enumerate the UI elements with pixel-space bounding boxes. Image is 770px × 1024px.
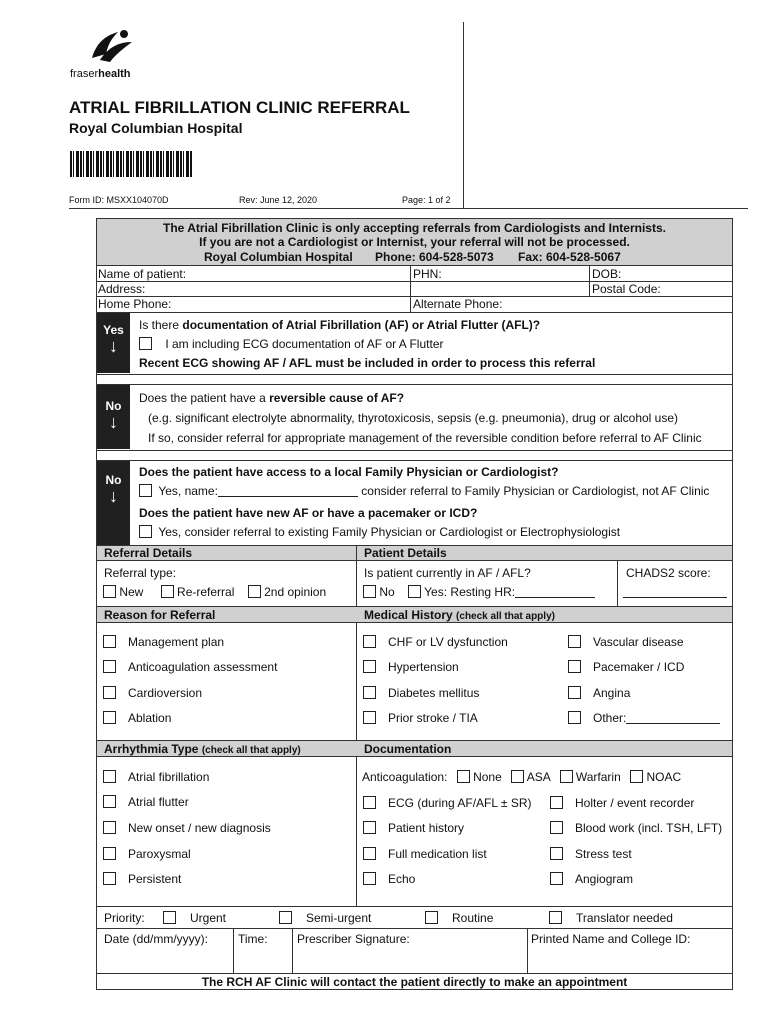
documentation-item[interactable]: ECG (during AF/AFL ± SR)	[363, 796, 532, 810]
af-yes-checkbox[interactable]	[408, 585, 421, 598]
patient-history-checkbox[interactable]	[363, 821, 376, 834]
resting-hr-field[interactable]	[515, 586, 595, 598]
priority-label: Priority:	[104, 911, 145, 925]
hospital-subtitle: Royal Columbian Hospital	[69, 120, 243, 136]
ablation-checkbox[interactable]	[103, 711, 116, 724]
history-item[interactable]: Other:	[568, 711, 720, 725]
history-item[interactable]: Diabetes mellitus	[363, 686, 479, 700]
history-item[interactable]: Pacemaker / ICD	[568, 660, 684, 674]
stress-test-checkbox[interactable]	[550, 847, 563, 860]
dob-label[interactable]: DOB:	[592, 267, 622, 281]
logo-text-light: fraser	[70, 68, 99, 80]
history-item[interactable]: CHF or LV dysfunction	[363, 635, 508, 649]
other-history-checkbox[interactable]	[568, 711, 581, 724]
history-item[interactable]: Angina	[568, 686, 630, 700]
documentation-item[interactable]: Angiogram	[550, 872, 633, 886]
arrhythmia-header: Arrhythmia Type (check all that apply)	[104, 742, 301, 756]
address-label[interactable]: Address:	[98, 282, 146, 296]
date-field-label[interactable]: Date (dd/mm/yyyy):	[104, 932, 209, 946]
chf-checkbox[interactable]	[363, 635, 376, 648]
urgent-checkbox[interactable]	[163, 911, 176, 924]
af-status-options[interactable]: No Yes: Resting HR:	[363, 585, 595, 599]
angiogram-checkbox[interactable]	[550, 872, 563, 885]
footer-note: The RCH AF Clinic will contact the patient directly to make an appointment	[201, 975, 628, 989]
medical-history-header: Medical History (check all that apply)	[364, 608, 555, 622]
persistent-checkbox[interactable]	[103, 872, 116, 885]
arrhythmia-item[interactable]: Paroxysmal	[103, 847, 191, 861]
time-field-label[interactable]: Time:	[238, 932, 268, 946]
reason-header: Reason for Referral	[104, 608, 216, 622]
reason-item[interactable]: Cardioversion	[103, 686, 202, 700]
no-indicator-reversible: No ↓	[97, 385, 130, 449]
af-status-label: Is patient currently in AF / AFL?	[364, 566, 531, 580]
anticoag-warfarin-checkbox[interactable]	[560, 770, 573, 783]
re-referral-checkbox[interactable]	[161, 585, 174, 598]
anticoag-asa-checkbox[interactable]	[511, 770, 524, 783]
documentation-item[interactable]: Blood work (incl. TSH, LFT)	[550, 821, 722, 835]
management-plan-checkbox[interactable]	[103, 635, 116, 648]
documentation-item[interactable]: Stress test	[550, 847, 632, 861]
anticoagulation-assessment-checkbox[interactable]	[103, 660, 116, 673]
q3-question-2: Does the patient have new AF or have a pacemaker or ICD?	[139, 506, 478, 520]
atrial-flutter-checkbox[interactable]	[103, 795, 116, 808]
patient-details-header: Patient Details	[364, 546, 447, 560]
q2-question: Does the patient have a reversible cause of AF?	[139, 391, 405, 405]
form-page: Page: 1 of 2	[402, 195, 451, 205]
anticoag-noac-checkbox[interactable]	[630, 770, 643, 783]
priority-option[interactable]: Translator needed	[549, 911, 673, 925]
logo-text-bold: health	[98, 68, 131, 80]
printed-name-label[interactable]: Printed Name and College ID:	[531, 932, 691, 946]
prior-stroke-checkbox[interactable]	[363, 711, 376, 724]
holter-checkbox[interactable]	[550, 796, 563, 809]
history-item[interactable]: Vascular disease	[568, 635, 684, 649]
vascular-disease-checkbox[interactable]	[568, 635, 581, 648]
routine-checkbox[interactable]	[425, 911, 438, 924]
atrial-fibrillation-checkbox[interactable]	[103, 770, 116, 783]
patient-name-label[interactable]: Name of patient:	[98, 267, 187, 281]
documentation-item[interactable]: Echo	[363, 872, 415, 886]
new-af-pacemaker-checkbox[interactable]	[139, 525, 152, 538]
pacemaker-icd-checkbox[interactable]	[568, 660, 581, 673]
form-id: Form ID: MSXX104070D	[69, 195, 169, 205]
priority-option[interactable]: Semi-urgent	[279, 911, 371, 925]
physician-name-field[interactable]	[218, 485, 358, 497]
notice-phone: Phone: 604-528-5073	[375, 250, 494, 264]
q2-consider: If so, consider referral for appropriate management of the reversible condition before referral to AF Clinic	[148, 431, 702, 445]
alternate-phone-label[interactable]: Alternate Phone:	[413, 297, 503, 311]
form-rev: Rev: June 12, 2020	[239, 195, 318, 205]
documentation-item[interactable]: Patient history	[363, 821, 464, 835]
anticoagulation-row[interactable]: Anticoagulation: None ASA Warfarin NOAC	[362, 770, 682, 784]
documentation-item[interactable]: Holter / event recorder	[550, 796, 694, 810]
cardioversion-checkbox[interactable]	[103, 686, 116, 699]
documentation-item[interactable]: Full medication list	[363, 847, 487, 861]
reason-item[interactable]: Anticoagulation assessment	[103, 660, 277, 674]
postal-code-label[interactable]: Postal Code:	[592, 282, 661, 296]
anticoag-none-checkbox[interactable]	[457, 770, 470, 783]
history-item[interactable]: Hypertension	[363, 660, 459, 674]
q1-question: Is there documentation of Atrial Fibrillation (AF) or Atrial Flutter (AFL)?	[139, 318, 541, 332]
af-no-checkbox[interactable]	[363, 585, 376, 598]
prescriber-signature-label[interactable]: Prescriber Signature:	[297, 932, 410, 946]
referral-details-header: Referral Details	[104, 546, 193, 560]
angina-checkbox[interactable]	[568, 686, 581, 699]
q2-examples: (e.g. significant electrolyte abnormality, thyrotoxicosis, sepsis (e.g. pneumonia), drug or alcohol use)	[148, 411, 679, 425]
other-history-field[interactable]	[626, 712, 720, 724]
header-rule	[69, 208, 748, 209]
second-opinion-checkbox[interactable]	[248, 585, 261, 598]
chads2-label: CHADS2 score:	[626, 566, 711, 580]
history-item[interactable]: Prior stroke / TIA	[363, 711, 478, 725]
referral-type-label: Referral type:	[104, 566, 177, 580]
phn-label[interactable]: PHN:	[413, 267, 442, 281]
notice-line-2: If you are not a Cardiologist or Internist, your referral will not be processed.	[199, 235, 630, 249]
q3-option-1[interactable]: Yes, name: consider referral to Family Physician or Cardiologist, not AF Clinic	[139, 484, 709, 498]
q3-option-2[interactable]: Yes, consider referral to existing Family Physician or Cardiologist or Electrophysiologist	[139, 525, 620, 539]
barcode	[70, 151, 192, 177]
has-physician-checkbox[interactable]	[139, 484, 152, 497]
header-divider	[463, 22, 464, 208]
q3-question-1: Does the patient have access to a local Family Physician or Cardiologist?	[139, 465, 559, 479]
new-onset-checkbox[interactable]	[103, 821, 116, 834]
arrhythmia-item[interactable]: Persistent	[103, 872, 181, 886]
reason-item[interactable]: Ablation	[103, 711, 171, 725]
chads2-field[interactable]	[623, 586, 727, 598]
arrhythmia-item[interactable]: Atrial fibrillation	[103, 770, 209, 784]
yes-indicator: Yes ↓	[97, 313, 130, 373]
arrhythmia-item[interactable]: New onset / new diagnosis	[103, 821, 271, 835]
medication-list-checkbox[interactable]	[363, 847, 376, 860]
ecg-documentation-checkbox[interactable]	[139, 337, 152, 350]
priority-option[interactable]: Routine	[425, 911, 493, 925]
new-referral-checkbox[interactable]	[103, 585, 116, 598]
notice-line-1: The Atrial Fibrillation Clinic is only accepting referrals from Cardiologists and Internists.	[163, 221, 666, 235]
notice-hospital: Royal Columbian Hospital	[204, 250, 353, 264]
blood-work-checkbox[interactable]	[550, 821, 563, 834]
arrhythmia-item[interactable]: Atrial flutter	[103, 795, 189, 809]
diabetes-checkbox[interactable]	[363, 686, 376, 699]
semi-urgent-checkbox[interactable]	[279, 911, 292, 924]
referral-type-options[interactable]: New Re-referral 2nd opinion	[103, 585, 326, 599]
home-phone-label[interactable]: Home Phone:	[98, 297, 172, 311]
echo-checkbox[interactable]	[363, 872, 376, 885]
form-title: ATRIAL FIBRILLATION CLINIC REFERRAL	[69, 98, 410, 117]
no-indicator-physician: No ↓	[97, 461, 130, 545]
reason-item[interactable]: Management plan	[103, 635, 224, 649]
translator-needed-checkbox[interactable]	[549, 911, 562, 924]
hypertension-checkbox[interactable]	[363, 660, 376, 673]
ecg-checkbox[interactable]	[363, 796, 376, 809]
q1-option[interactable]: I am including ECG documentation of AF or A Flutter	[139, 337, 443, 351]
notice-fax: Fax: 604-528-5067	[518, 250, 621, 264]
fraser-health-logo	[70, 28, 140, 84]
paroxysmal-checkbox[interactable]	[103, 847, 116, 860]
priority-option[interactable]: Urgent	[163, 911, 226, 925]
q1-note: Recent ECG showing AF / AFL must be included in order to process this referral	[139, 356, 596, 370]
documentation-header: Documentation	[364, 742, 452, 756]
